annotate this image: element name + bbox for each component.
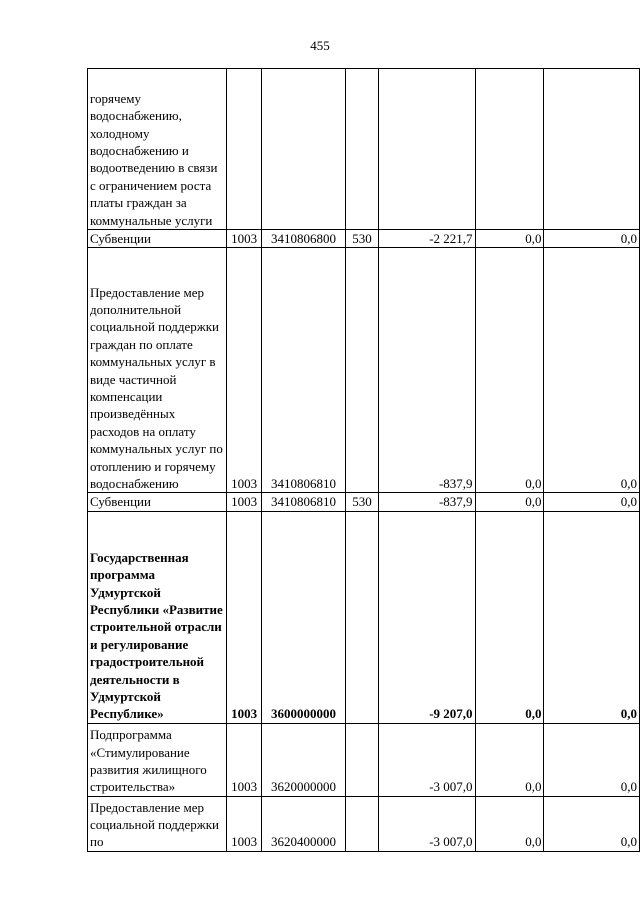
amount-year-2: 0,0 [475,723,544,796]
row-description: Субвенции [88,230,227,248]
target-article-code [261,69,345,230]
section-code: 1003 [227,493,262,511]
section-code [227,69,262,230]
amount-year-1: -2 221,7 [379,230,476,248]
amount-year-3: 0,0 [544,723,640,796]
expense-type-code: 530 [346,493,379,511]
row-description: Государственная программа Удмуртской Республики «Развитие строительной отрасли и регулирование градостроительной деятельности в Удмуртской Республике» [88,511,227,723]
amount-year-1: -837,9 [379,493,476,511]
amount-year-3: 0,0 [544,511,640,723]
expense-type-code [346,69,379,230]
expense-type-code [346,248,379,493]
expense-type-code: 530 [346,230,379,248]
row-description: Субвенции [88,493,227,511]
amount-year-2: 0,0 [475,248,544,493]
target-article-code: 3410806810 [261,493,345,511]
section-code: 1003 [227,511,262,723]
amount-year-1 [379,69,476,230]
page-number: 455 [310,38,330,53]
expense-type-code [346,511,379,723]
amount-year-2: 0,0 [475,511,544,723]
table-row [88,723,640,796]
target-article-code: 3620000000 [261,723,345,796]
row-description: горячему водоснабжению, холодному водоснабжению и водоотведению в связи с ограничением роста платы граждан за коммунальные услуги [88,69,227,230]
table-row [88,511,640,723]
expense-type-code [346,723,379,796]
section-code: 1003 [227,248,262,493]
table-row [88,493,640,511]
target-article-code: 3410806810 [261,248,345,493]
amount-year-2: 0,0 [475,230,544,248]
amount-year-1: -9 207,0 [379,511,476,723]
table-row [88,796,640,851]
amount-year-3: 0,0 [544,230,640,248]
amount-year-3: 0,0 [544,248,640,493]
amount-year-2: 0,0 [475,493,544,511]
row-description: Подпрограмма «Стимулирование развития жилищного строительства» [88,723,227,796]
amount-year-3: 0,0 [544,796,640,851]
amount-year-3 [544,69,640,230]
row-description: Предоставление мер социальной поддержки по [88,796,227,851]
amount-year-1: -3 007,0 [379,723,476,796]
section-code: 1003 [227,796,262,851]
table-row [88,69,640,230]
amount-year-1: -3 007,0 [379,796,476,851]
amount-year-3: 0,0 [544,493,640,511]
table-row [88,230,640,248]
budget-table [87,68,640,852]
target-article-code: 3600000000 [261,511,345,723]
expense-type-code [346,796,379,851]
row-description: Предоставление мер дополнительной социальной поддержки граждан по оплате коммунальных услуг в виде частичной компенсации произведённых расходов на оплату коммунальных услуг по отоплению и горячему водоснабжению [88,248,227,493]
target-article-code: 3410806800 [261,230,345,248]
section-code: 1003 [227,230,262,248]
amount-year-1: -837,9 [379,248,476,493]
amount-year-2: 0,0 [475,796,544,851]
table-row [88,248,640,493]
section-code: 1003 [227,723,262,796]
target-article-code: 3620400000 [261,796,345,851]
amount-year-2 [475,69,544,230]
